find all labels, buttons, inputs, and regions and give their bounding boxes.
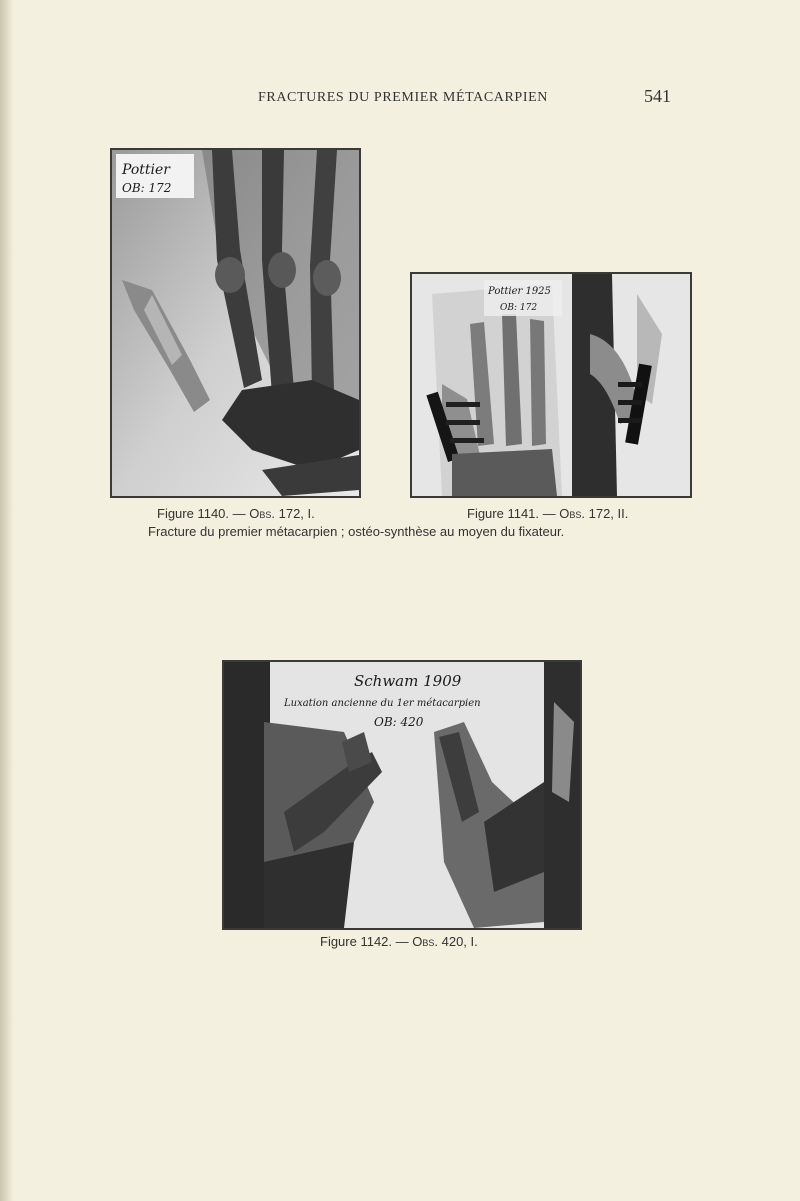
caption-figure-number: Figure 1141. — <box>467 506 560 521</box>
caption-observation-ref: Obs. 420, I. <box>412 934 478 949</box>
plate-inscription-name: Pottier <box>122 162 170 178</box>
plate-inscription-ob: OB: 172 <box>122 181 172 195</box>
xray-plate-figure-1141 <box>410 272 692 498</box>
plate-inscription-diagnosis: Luxation ancienne du 1er métacarpien <box>284 698 481 709</box>
page-binding-edge <box>0 0 14 1201</box>
xray-plate-figure-1140 <box>110 148 361 498</box>
caption-figure-number: Figure 1142. — <box>320 934 413 949</box>
plate-inscription-name: Schwam 1909 <box>354 672 462 690</box>
plate-inscription-name: Pottier 1925 <box>488 286 551 297</box>
caption-observation-ref: Obs. 172, I. <box>249 506 315 521</box>
caption-figure-1141 <box>467 506 628 521</box>
running-head: FRACTURES DU PREMIER MÉTACARPIEN <box>258 90 548 105</box>
caption-shared-description: Fracture du premier métacarpien ; ostéo-synthèse au moyen du fixateur. <box>148 524 565 539</box>
caption-observation-ref: Obs. 172, II. <box>559 506 629 521</box>
xray-plate-figure-1142 <box>222 660 582 930</box>
page-number: 541 <box>644 86 671 106</box>
caption-figure-1142 <box>320 934 478 949</box>
caption-figure-1140 <box>157 506 315 521</box>
caption-figure-number: Figure 1140. — <box>157 506 250 521</box>
plate-inscription-ob: OB: 172 <box>500 303 538 313</box>
plate-inscription-ob: OB: 420 <box>374 715 424 729</box>
